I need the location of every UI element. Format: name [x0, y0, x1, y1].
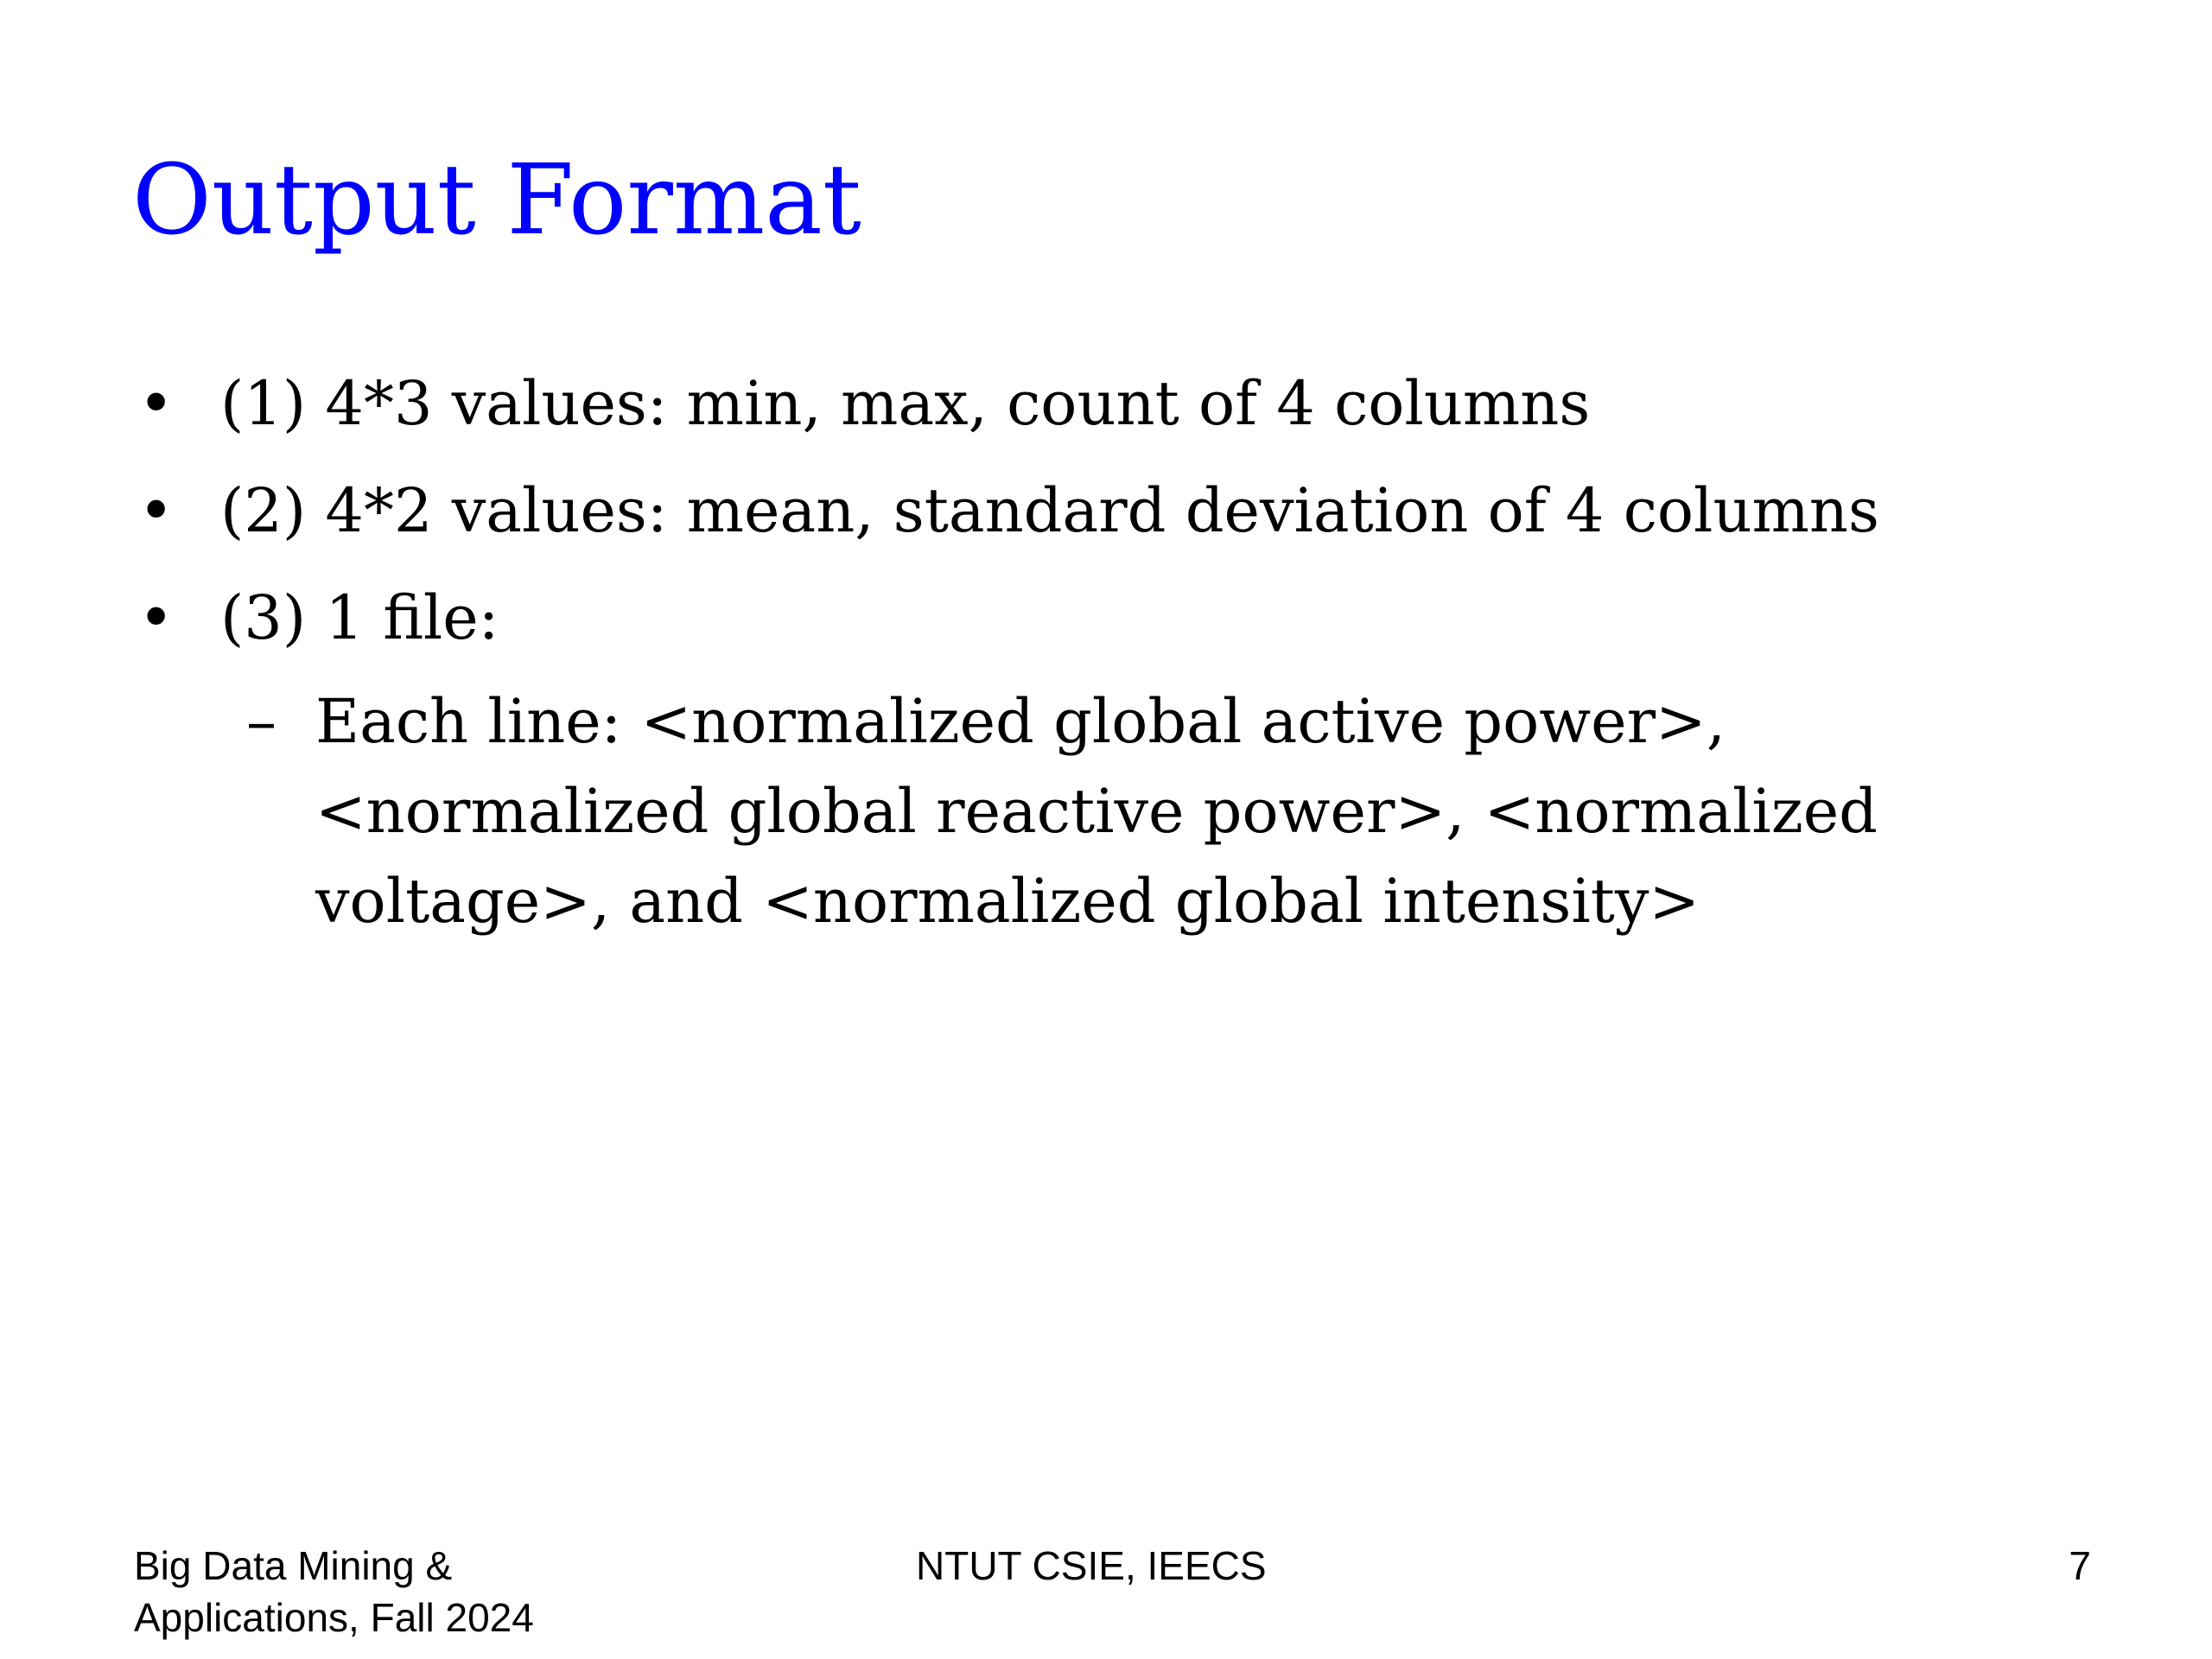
sub-bullet-item	[138, 677, 2108, 946]
footer-institution: NTUT CSIE, IEECS	[916, 1543, 1267, 1588]
bullet-marker: •	[138, 475, 175, 546]
sub-bullet-text: Each line: <normalized global active power>, <normalized global reactive power>, <normalized voltage>, and <normalized global intensity>	[315, 686, 1878, 937]
sub-bullet-marker: –	[246, 686, 276, 757]
bullet-marker: •	[138, 368, 175, 439]
page-number: 7	[2069, 1543, 2091, 1588]
bullet-item-2	[138, 457, 2108, 564]
bullet-text: (1) 4*3 values: min, max, count of 4 columns	[220, 368, 1591, 439]
footer-course-line-1: Big Data Mining &	[134, 1543, 453, 1588]
footer-course-line-2: Applications, Fall 2024	[134, 1595, 534, 1640]
bullet-item-1	[138, 350, 2108, 457]
bullet-text: (2) 4*2 values: mean, standard deviation of 4 columns	[220, 475, 1879, 546]
bullet-item-3	[138, 564, 2108, 671]
footer-course	[134, 1540, 670, 1643]
bullet-text: (3) 1 file:	[220, 582, 499, 653]
slide-title: Output Format	[132, 144, 861, 257]
slide-content	[138, 350, 2108, 946]
bullet-marker: •	[138, 582, 175, 653]
